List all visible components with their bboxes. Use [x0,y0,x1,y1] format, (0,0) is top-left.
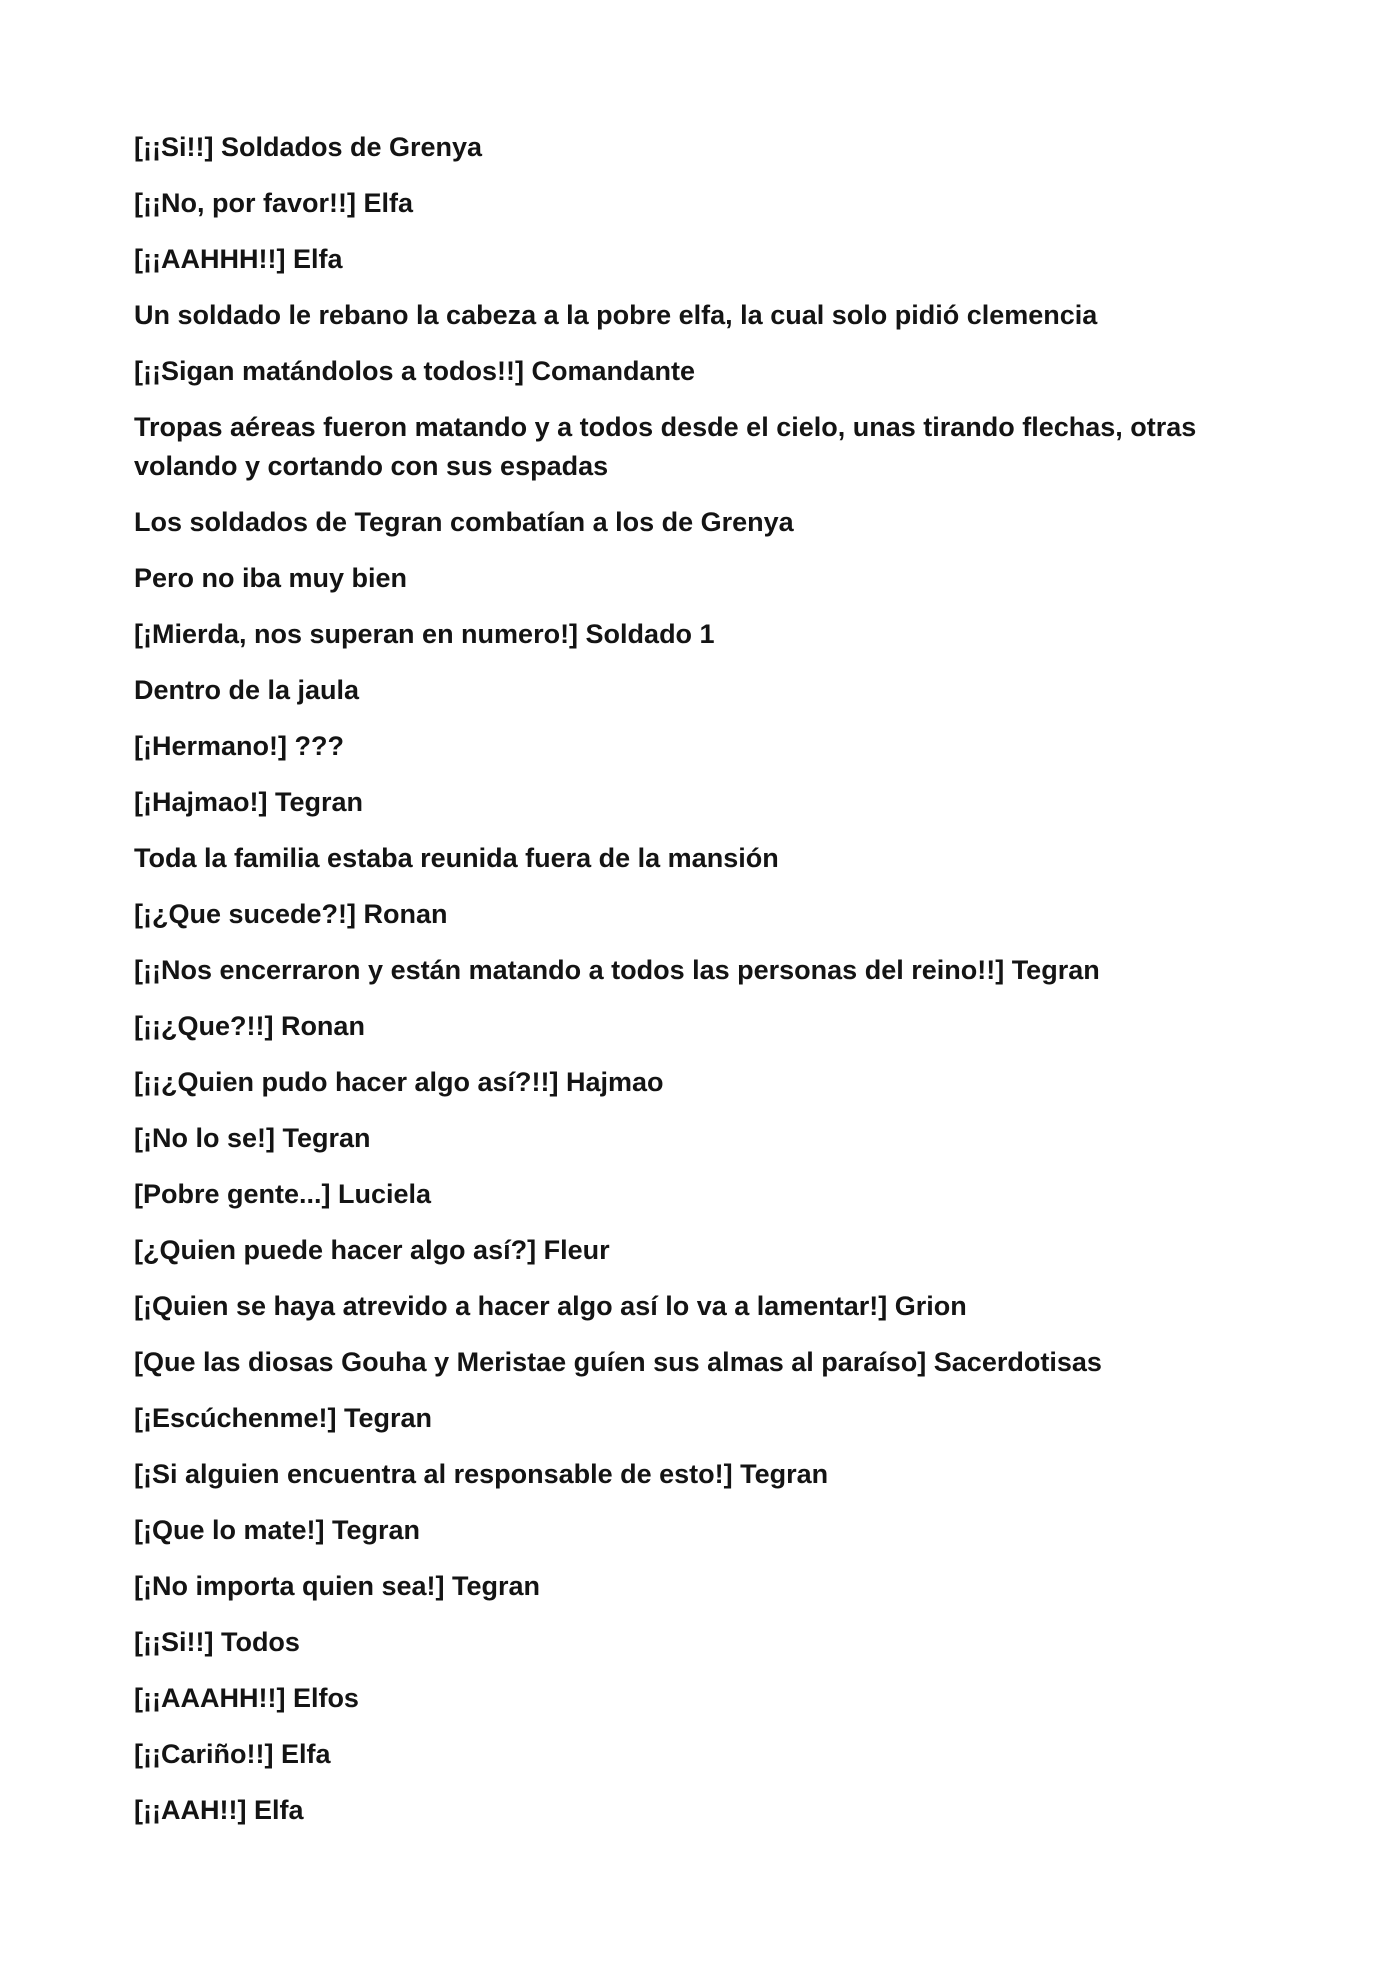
text-line: [¡¡Si!!] Todos [134,1627,300,1657]
text-line: [¡No lo se!] Tegran [134,1123,371,1153]
text-line: [¡¡AAHHH!!] Elfa [134,244,343,274]
text-line: [¡Hermano!] ??? [134,731,344,761]
text-line: [¡¡Cariño!!] Elfa [134,1739,331,1769]
text-line: [¡¡Nos encerraron y están matando a todos las personas del reino!!] Tegran [134,955,1100,985]
text-line: [¡¡Sigan matándolos a todos!!] Comandante [134,356,696,386]
text-line: [¡Quien se haya atrevido a hacer algo así lo va a lamentar!] Grion [134,1291,967,1321]
text-line: Los soldados de Tegran combatían a los de Grenya [134,507,794,537]
text-line: [¡Si alguien encuentra al responsable de esto!] Tegran [134,1459,829,1489]
text-line: Un soldado le rebano la cabeza a la pobre elfa, la cual solo pidió clemencia [134,300,1098,330]
text-line: [¡Que lo mate!] Tegran [134,1515,421,1545]
text-line: [¡¡No, por favor!!] Elfa [134,188,413,218]
document-body [134,128,1274,1847]
text-line: [¡¡¿Quien pudo hacer algo así?!!] Hajmao [134,1067,664,1097]
text-line: [¡Hajmao!] Tegran [134,787,364,817]
text-line: [¡No importa quien sea!] Tegran [134,1571,541,1601]
text-line: [¡Escúchenme!] Tegran [134,1403,433,1433]
text-line: [¡Mierda, nos superan en numero!] Soldado 1 [134,619,715,649]
text-line: [Que las diosas Gouha y Meristae guíen sus almas al paraíso] Sacerdotisas [134,1347,1102,1377]
text-line: [¡¡¿Que?!!] Ronan [134,1011,365,1041]
text-line: Tropas aéreas fueron matando y a todos desde el cielo, unas tirando flechas, otras volando y cortando con sus espadas [134,412,1197,481]
text-line: Dentro de la jaula [134,675,360,705]
text-line: [¡¡AAH!!] Elfa [134,1795,304,1825]
text-line: Pero no iba muy bien [134,563,408,593]
text-line: [Pobre gente...] Luciela [134,1179,432,1209]
text-line: Toda la familia estaba reunida fuera de la mansión [134,843,779,873]
text-line: [¡¿Que sucede?!] Ronan [134,899,448,929]
text-line: [¡¡AAAHH!!] Elfos [134,1683,359,1713]
text-line: [¡¡Si!!] Soldados de Grenya [134,132,483,162]
text-line: [¿Quien puede hacer algo así?] Fleur [134,1235,610,1265]
